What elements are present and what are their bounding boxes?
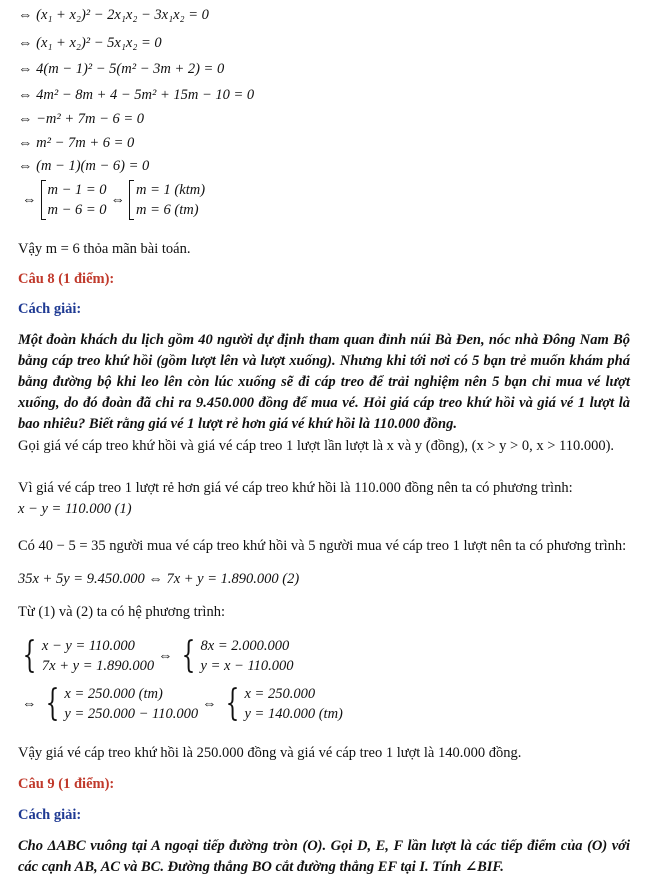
method-label: Cách giải: [18,301,82,317]
equation-line: x − y = 110.000 (1) [18,501,132,517]
case-left-2: m − 6 = 0 [47,202,107,218]
system-line: 7x + y = 1.890.000 [41,658,155,674]
equation-system [18,684,343,724]
paragraph: Vì giá vé cáp treo 1 lượt rẻ hơn giá vé cáp treo khứ hồi là 110.000 đồng nên ta có phương trình: [18,480,573,496]
equation-line: ⇔ m² − 7m + 6 = 0 [18,135,135,151]
conclusion-q8: Vậy giá vé cáp treo khứ hồi là 250.000 đồng và giá vé cáp treo 1 lượt là 140.000 đồng. [18,745,522,761]
paragraph: Có 40 − 5 = 35 người mua vé cáp treo khứ hồi và 5 người mua vé cáp treo 1 lượt nên ta có phương trình: [18,538,627,554]
problem-statement: Một đoàn khách du lịch gồm 40 người dự định tham quan đỉnh núi Bà Đen, nóc nhà Đông Nam Bộ bằng cáp treo khứ hồi (gồm lượt lên và lượt xuống). Nhưng khi tới nơi có 5 bạn trẻ muốn khám phá bằng đường bộ khi leo lên còn lúc xuống sẽ đi cáp treo để trải nghiệm nên 5 bạn chỉ mua vé lượt xuống, do đó đoàn đã chi ra 9.450.000 đồng để mua vé. Hỏi giá cáp treo khứ hồi và giá vé 1 lượt là bao nhiêu? Biết rằng giá vé 1 lượt rẻ hơn giá vé khứ hồi là 110.000 đồng. [18,332,630,432]
equation-line: ⇔ −m² + 7m − 6 = 0 [18,111,145,127]
system-line: x = 250.000 [244,686,316,702]
equivalence-arrow: ⇔ [202,695,217,712]
equation-line: 35x + 5y = 9.450.000 ⇔ 7x + y = 1.890.000 (2) [18,571,300,587]
equivalence-arrow: ⇔ [22,191,37,208]
question-9-heading: Câu 9 (1 điểm): [18,776,115,792]
case-right-2: m = 6 (tm) [136,202,199,218]
equivalence-arrow: ⇔ [22,695,37,712]
problem-statement: Cho ΔABC vuông tại A ngoại tiếp đường tròn (O). Gọi D, E, F lần lượt là các tiếp điểm của (O) với các cạnh AB, AC và BC. Đường thẳng BO cắt đường thẳng EF tại I. Tính ∠BIF. [18,838,630,875]
curly-brace: { [22,635,37,676]
square-bracket [41,180,46,220]
system-line: y = 140.000 (tm) [244,706,343,722]
equation-system [18,636,294,676]
paragraph: Gọi giá vé cáp treo khứ hồi và giá vé cáp treo 1 lượt lần lượt là x và y (đồng), (x > y > 0, x > 110.000). [18,438,615,454]
case-system [18,180,205,220]
equation-line: ⇔ 4m² − 8m + 4 − 5m² + 15m − 10 = 0 [18,87,255,103]
method-label: Cách giải: [18,807,82,823]
conclusion-q7: Vậy m = 6 thỏa mãn bài toán. [18,241,191,257]
equation-line: ⇔ (m − 1)(m − 6) = 0 [18,158,150,174]
curly-brace: { [45,683,59,724]
curly-brace: { [181,635,195,676]
paragraph: Từ (1) và (2) ta có hệ phương trình: [18,604,225,620]
equivalence-arrow: ⇔ [110,191,126,208]
system-line: x = 250.000 (tm) [64,686,163,702]
case-left-1: m − 1 = 0 [47,182,107,198]
question-8-heading: Câu 8 (1 điểm): [18,271,115,287]
square-bracket [129,180,134,220]
system-line: x − y = 110.000 [41,638,135,654]
system-line: 8x = 2.000.000 [200,638,290,654]
system-line: y = 250.000 − 110.000 [64,706,199,722]
equation-line: ⇔ (x₁ + x₂)² − 2x₁x₂ − 3x₁x₂ = 0 [18,7,209,23]
case-right-1: m = 1 (ktm) [136,182,206,198]
equation-line: ⇔ (x₁ + x₂)² − 5x₁x₂ = 0 [18,35,162,51]
equivalence-arrow: ⇔ [158,647,173,664]
equation-line: ⇔ 4(m − 1)² − 5(m² − 3m + 2) = 0 [18,61,225,77]
curly-brace: { [225,683,239,724]
system-line: y = x − 110.000 [200,658,294,674]
